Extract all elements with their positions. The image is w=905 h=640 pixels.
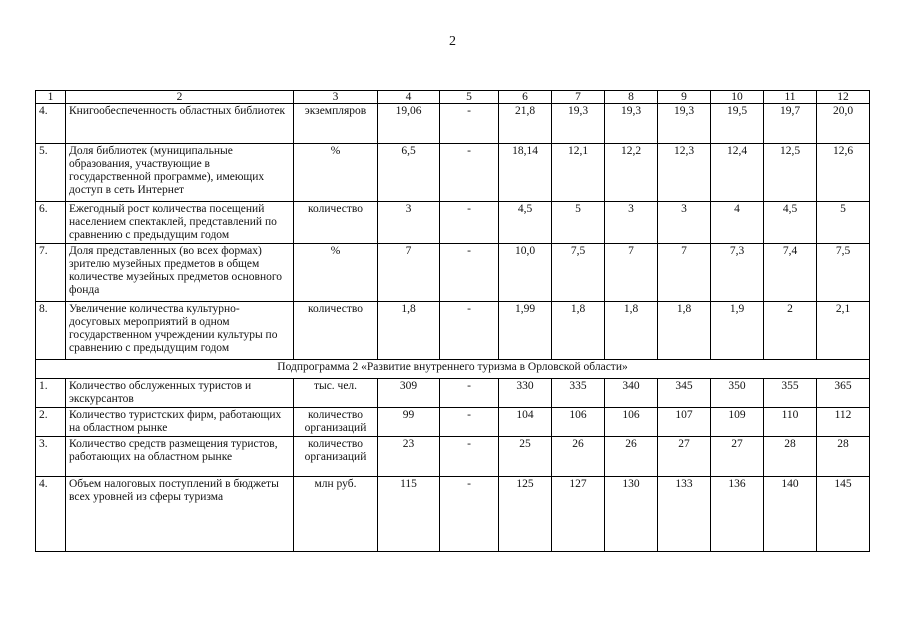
value-cell: 26 — [552, 437, 605, 477]
column-header: 2 — [66, 91, 294, 104]
page-number: 2 — [449, 34, 456, 49]
value-cell: 28 — [817, 437, 870, 477]
value-cell: 109 — [711, 408, 764, 437]
value-cell: 127 — [552, 477, 605, 552]
column-header: 7 — [552, 91, 605, 104]
indicator-name: Ежегодный рост количества посещений населением спектаклей, представлений по сравнению с предыдущим годом — [66, 202, 294, 244]
value-cell: - — [440, 202, 499, 244]
table-row — [36, 302, 870, 360]
value-cell: 136 — [711, 477, 764, 552]
value-cell: 12,6 — [817, 144, 870, 202]
value-cell: 4,5 — [499, 202, 552, 244]
column-header: 11 — [764, 91, 817, 104]
value-cell: 7 — [605, 244, 658, 302]
value-cell: 345 — [658, 379, 711, 408]
value-cell: 7,3 — [711, 244, 764, 302]
value-cell: - — [440, 104, 499, 144]
column-header: 1 — [36, 91, 66, 104]
value-cell: 99 — [378, 408, 440, 437]
value-cell: 12,5 — [764, 144, 817, 202]
value-cell: 23 — [378, 437, 440, 477]
unit-cell: количество — [294, 302, 378, 360]
value-cell: - — [440, 408, 499, 437]
value-cell: 1,8 — [658, 302, 711, 360]
value-cell: 5 — [817, 202, 870, 244]
column-header: 9 — [658, 91, 711, 104]
column-header: 4 — [378, 91, 440, 104]
column-header: 3 — [294, 91, 378, 104]
value-cell: - — [440, 379, 499, 408]
value-cell: 130 — [605, 477, 658, 552]
unit-cell: % — [294, 144, 378, 202]
value-cell: 6,5 — [378, 144, 440, 202]
unit-cell: млн руб. — [294, 477, 378, 552]
value-cell: 335 — [552, 379, 605, 408]
value-cell: 106 — [605, 408, 658, 437]
value-cell: - — [440, 302, 499, 360]
value-cell: 2 — [764, 302, 817, 360]
indicator-name: Увеличение количества культурно-досуговых мероприятий в одном государственном учреждении культуры по сравнению с предыдущим годом — [66, 302, 294, 360]
value-cell: 19,5 — [711, 104, 764, 144]
value-cell: 1,9 — [711, 302, 764, 360]
row-number: 2. — [36, 408, 66, 437]
table-row — [36, 379, 870, 408]
value-cell: 145 — [817, 477, 870, 552]
value-cell: 112 — [817, 408, 870, 437]
unit-cell: % — [294, 244, 378, 302]
unit-cell: количество организаций — [294, 437, 378, 477]
value-cell: 19,7 — [764, 104, 817, 144]
value-cell: 1,8 — [378, 302, 440, 360]
unit-cell: количество организаций — [294, 408, 378, 437]
row-number: 6. — [36, 202, 66, 244]
indicator-name: Книгообеспеченность областных библиотек — [66, 104, 294, 144]
value-cell: 12,1 — [552, 144, 605, 202]
indicator-name: Объем налоговых поступлений в бюджеты всех уровней из сферы туризма — [66, 477, 294, 552]
indicator-name: Количество средств размещения туристов, работающих на областном рынке — [66, 437, 294, 477]
value-cell: 12,2 — [605, 144, 658, 202]
value-cell: 1,8 — [605, 302, 658, 360]
value-cell: 2,1 — [817, 302, 870, 360]
row-number: 8. — [36, 302, 66, 360]
value-cell: 340 — [605, 379, 658, 408]
table-header-row — [36, 91, 870, 104]
value-cell: 107 — [658, 408, 711, 437]
section-row — [36, 360, 870, 379]
table-row — [36, 477, 870, 552]
table-row — [36, 202, 870, 244]
column-header: 8 — [605, 91, 658, 104]
row-number: 3. — [36, 437, 66, 477]
value-cell: 4,5 — [764, 202, 817, 244]
value-cell: 19,3 — [552, 104, 605, 144]
value-cell: 27 — [658, 437, 711, 477]
value-cell: 5 — [552, 202, 605, 244]
value-cell: 330 — [499, 379, 552, 408]
value-cell: 3 — [605, 202, 658, 244]
value-cell: 140 — [764, 477, 817, 552]
value-cell: 7 — [378, 244, 440, 302]
value-cell: 350 — [711, 379, 764, 408]
indicator-name: Количество обслуженных туристов и экскурсантов — [66, 379, 294, 408]
value-cell: 12,3 — [658, 144, 711, 202]
table-row — [36, 104, 870, 144]
value-cell: 7,5 — [552, 244, 605, 302]
value-cell: 104 — [499, 408, 552, 437]
value-cell: 1,8 — [552, 302, 605, 360]
row-number: 7. — [36, 244, 66, 302]
value-cell: 25 — [499, 437, 552, 477]
value-cell: 12,4 — [711, 144, 764, 202]
value-cell: 18,14 — [499, 144, 552, 202]
column-header: 6 — [499, 91, 552, 104]
value-cell: - — [440, 477, 499, 552]
indicator-name: Доля библиотек (муниципальные образования, участвующие в государственной программе), имеющих доступ в сеть Интернет — [66, 144, 294, 202]
unit-cell: тыс. чел. — [294, 379, 378, 408]
value-cell: 133 — [658, 477, 711, 552]
unit-cell: количество — [294, 202, 378, 244]
section-title: Подпрограмма 2 «Развитие внутреннего туризма в Орловской области» — [36, 360, 870, 379]
value-cell: 3 — [378, 202, 440, 244]
value-cell: 365 — [817, 379, 870, 408]
value-cell: 19,3 — [605, 104, 658, 144]
value-cell: 1,99 — [499, 302, 552, 360]
value-cell: 10,0 — [499, 244, 552, 302]
indicator-name: Количество туристских фирм, работающих на областном рынке — [66, 408, 294, 437]
value-cell: 19,06 — [378, 104, 440, 144]
value-cell: 20,0 — [817, 104, 870, 144]
row-number: 4. — [36, 104, 66, 144]
value-cell: 125 — [499, 477, 552, 552]
column-header: 5 — [440, 91, 499, 104]
value-cell: 3 — [658, 202, 711, 244]
value-cell: 28 — [764, 437, 817, 477]
value-cell: - — [440, 144, 499, 202]
value-cell: 309 — [378, 379, 440, 408]
column-header: 10 — [711, 91, 764, 104]
table-row — [36, 244, 870, 302]
value-cell: - — [440, 437, 499, 477]
table-row — [36, 144, 870, 202]
row-number: 5. — [36, 144, 66, 202]
column-header: 12 — [817, 91, 870, 104]
value-cell: 27 — [711, 437, 764, 477]
value-cell: 7,5 — [817, 244, 870, 302]
value-cell: 26 — [605, 437, 658, 477]
value-cell: 115 — [378, 477, 440, 552]
value-cell: 355 — [764, 379, 817, 408]
value-cell: 7,4 — [764, 244, 817, 302]
row-number: 4. — [36, 477, 66, 552]
row-number: 1. — [36, 379, 66, 408]
indicators-table — [35, 90, 870, 552]
indicator-name: Доля представленных (во всех формах) зрителю музейных предметов в общем количестве музейных предметов основного фонда — [66, 244, 294, 302]
table-row — [36, 408, 870, 437]
unit-cell: экземпляров — [294, 104, 378, 144]
value-cell: 19,3 — [658, 104, 711, 144]
table-row — [36, 437, 870, 477]
value-cell: 21,8 — [499, 104, 552, 144]
value-cell: 110 — [764, 408, 817, 437]
value-cell: 7 — [658, 244, 711, 302]
value-cell: - — [440, 244, 499, 302]
value-cell: 4 — [711, 202, 764, 244]
value-cell: 106 — [552, 408, 605, 437]
